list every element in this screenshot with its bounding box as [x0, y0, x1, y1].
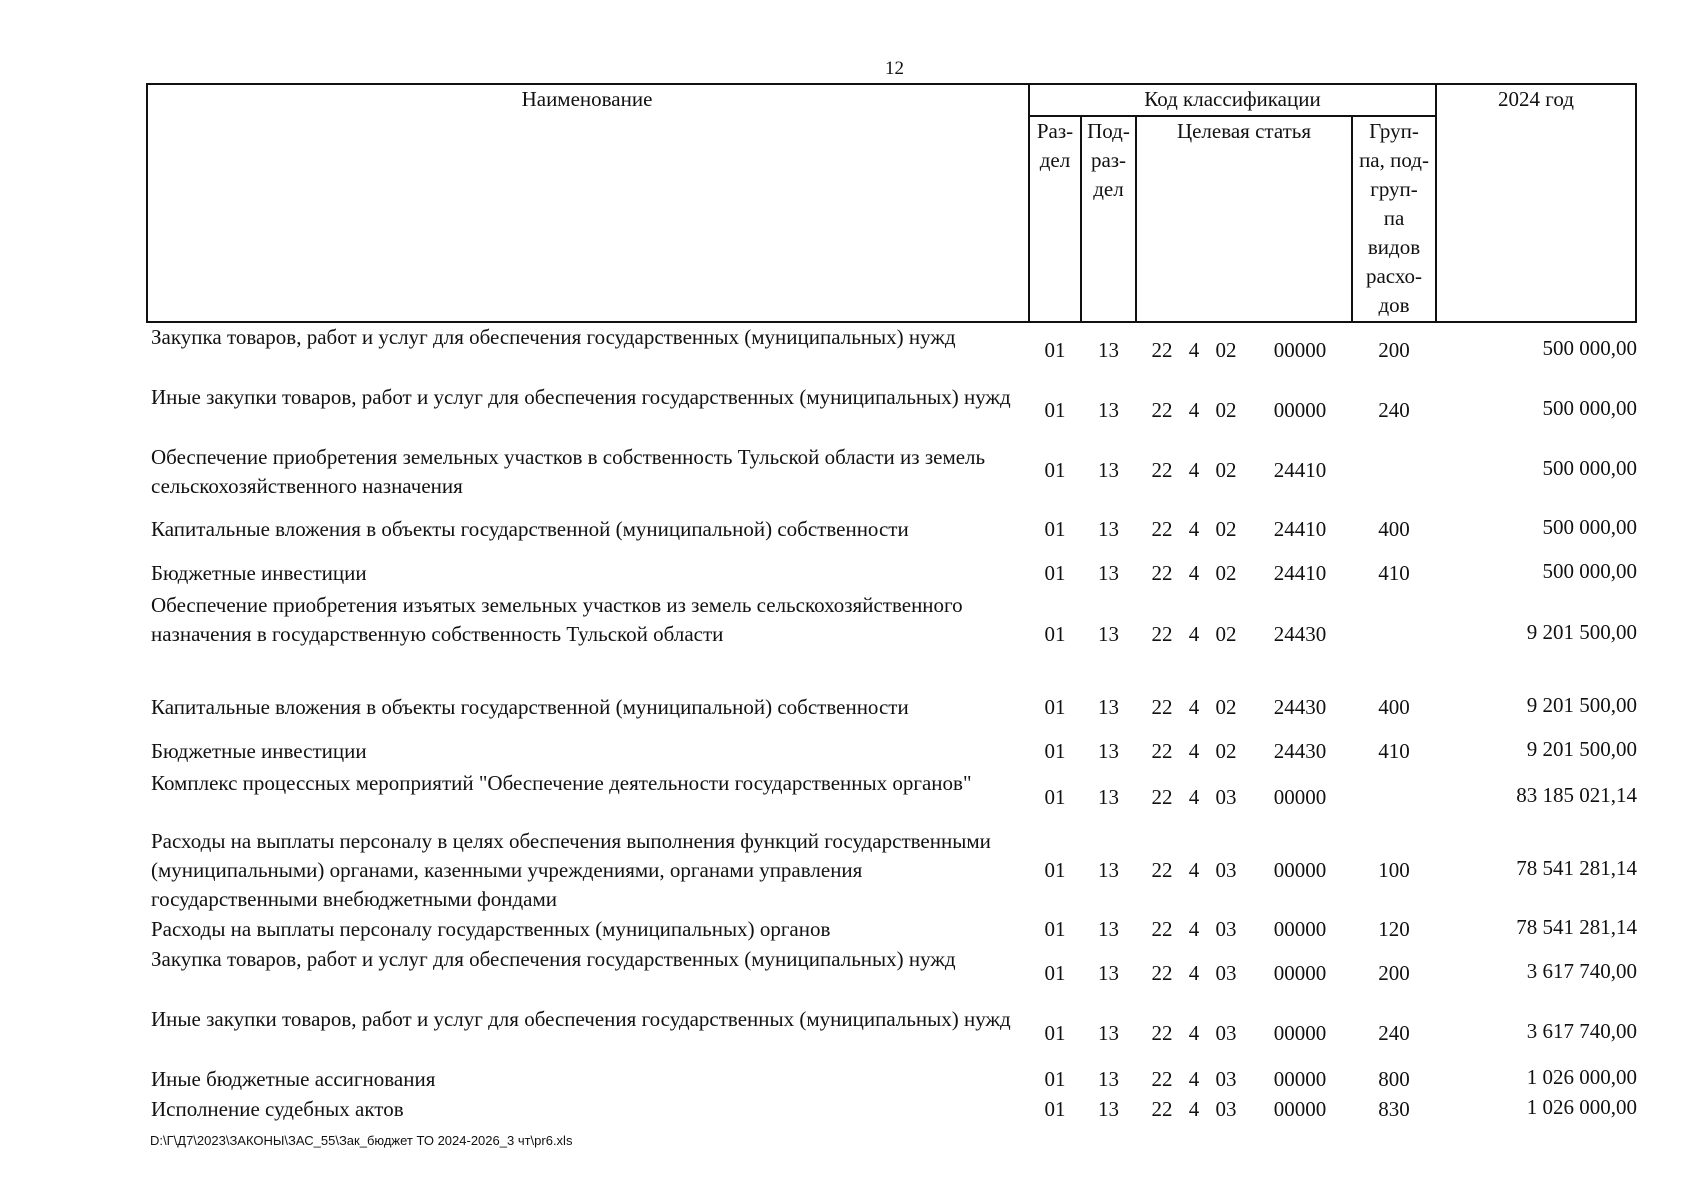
- row-group: 240: [1378, 398, 1410, 422]
- row-c3: 02: [1215, 622, 1237, 646]
- table-row: [146, 591, 1637, 679]
- row-c3: 03: [1215, 961, 1237, 985]
- row-name: Расходы на выплаты персоналу государственных (муниципальных) органов: [151, 917, 831, 941]
- row-podrazdel: 13: [1098, 1097, 1119, 1121]
- row-c2: 4: [1188, 517, 1200, 541]
- row-amount: 500 000,00: [1542, 396, 1637, 420]
- row-c1: 22: [1151, 739, 1173, 763]
- row-razdel: 01: [1044, 458, 1066, 482]
- row-c1: 22: [1151, 398, 1173, 422]
- row-c3: 03: [1215, 785, 1237, 809]
- row-amount: 78 541 281,14: [1516, 856, 1637, 880]
- row-c3: 03: [1215, 1097, 1237, 1121]
- row-c2: 4: [1188, 1067, 1200, 1091]
- row-c1: 22: [1151, 517, 1173, 541]
- table-row: [146, 383, 1637, 441]
- row-podrazdel: 13: [1098, 1067, 1119, 1091]
- row-c3: 03: [1215, 917, 1237, 941]
- row-c1: 22: [1151, 1097, 1173, 1121]
- row-c1: 22: [1151, 338, 1173, 362]
- budget-table: [146, 83, 1637, 1173]
- row-name: Бюджетные инвестиции: [151, 561, 367, 585]
- row-razdel: 01: [1044, 622, 1066, 646]
- row-c3: 03: [1215, 1021, 1237, 1045]
- row-podrazdel: 13: [1098, 858, 1119, 882]
- row-c2: 4: [1188, 1021, 1200, 1045]
- row-name: Иные закупки товаров, работ и услуг для обеспечения государственных (муниципальных) нужд: [151, 385, 1011, 409]
- row-c4: 00000: [1273, 858, 1327, 882]
- header-divider: [1435, 83, 1437, 323]
- row-amount: 83 185 021,14: [1516, 783, 1637, 807]
- row-group: 120: [1378, 917, 1410, 941]
- row-razdel: 01: [1044, 1021, 1066, 1045]
- table-row: [146, 693, 1637, 725]
- row-c4: 00000: [1273, 785, 1327, 809]
- row-amount: 3 617 740,00: [1526, 1019, 1637, 1043]
- row-c4: 00000: [1273, 398, 1327, 422]
- row-c3: 03: [1215, 1067, 1237, 1091]
- row-group: 830: [1378, 1097, 1410, 1121]
- row-c4: 00000: [1273, 1097, 1327, 1121]
- row-razdel: 01: [1044, 398, 1066, 422]
- row-c3: 02: [1215, 338, 1237, 362]
- row-podrazdel: 13: [1098, 1021, 1119, 1045]
- row-name: Расходы на выплаты персоналу в целях обеспечения выполнения функций государственными (муниципальными) органами, казенными учреждениями, органами управления государственными внебюджетными фондами: [151, 829, 991, 911]
- row-c2: 4: [1188, 622, 1200, 646]
- row-c1: 22: [1151, 622, 1173, 646]
- row-podrazdel: 13: [1098, 739, 1119, 763]
- row-amount: 1 026 000,00: [1526, 1095, 1637, 1119]
- row-c2: 4: [1188, 1097, 1200, 1121]
- table-row: [146, 1005, 1637, 1063]
- row-c4: 00000: [1273, 917, 1327, 941]
- row-podrazdel: 13: [1098, 561, 1119, 585]
- row-c3: 02: [1215, 739, 1237, 763]
- row-name: Бюджетные инвестиции: [151, 739, 367, 763]
- row-name: Капитальные вложения в объекты государственной (муниципальной) собственности: [151, 695, 909, 719]
- row-c3: 02: [1215, 695, 1237, 719]
- table-row: [146, 945, 1637, 1003]
- row-razdel: 01: [1044, 695, 1066, 719]
- row-c3: 03: [1215, 858, 1237, 882]
- row-razdel: 01: [1044, 785, 1066, 809]
- row-name: Обеспечение приобретения изъятых земельных участков из земель сельскохозяйственного назначения в государственную собственность Тульской области: [151, 593, 963, 646]
- row-name: Обеспечение приобретения земельных участков в собственность Тульской области из земель сельскохозяйственного назначения: [151, 445, 986, 498]
- row-c3: 02: [1215, 561, 1237, 585]
- row-c4: 24410: [1273, 517, 1327, 541]
- row-c4: 00000: [1273, 961, 1327, 985]
- row-group: 410: [1378, 561, 1410, 585]
- header-name: Наименование: [521, 87, 653, 111]
- row-c1: 22: [1151, 695, 1173, 719]
- row-group: 400: [1378, 517, 1410, 541]
- row-podrazdel: 13: [1098, 622, 1119, 646]
- header-razdel: Раз- дел: [1036, 119, 1074, 172]
- header-target: Целевая статья: [1176, 119, 1312, 143]
- row-c4: 00000: [1273, 338, 1327, 362]
- table-row: [146, 323, 1637, 381]
- row-c1: 22: [1151, 1021, 1173, 1045]
- row-podrazdel: 13: [1098, 785, 1119, 809]
- row-group: 200: [1378, 338, 1410, 362]
- row-razdel: 01: [1044, 517, 1066, 541]
- row-c4: 24410: [1273, 561, 1327, 585]
- row-c2: 4: [1188, 695, 1200, 719]
- row-c3: 02: [1215, 517, 1237, 541]
- row-c2: 4: [1188, 338, 1200, 362]
- footer-file-path: D:\Г\Д7\2023\ЗАКОНЫ\ЗАС_55\Зак_бюджет ТО 2024-2026_3 чт\pr6.xls: [150, 1133, 573, 1148]
- row-group: 240: [1378, 1021, 1410, 1045]
- header-year: 2024 год: [1498, 87, 1574, 111]
- table-row: [146, 769, 1637, 827]
- row-amount: 1 026 000,00: [1526, 1065, 1637, 1089]
- row-c2: 4: [1188, 398, 1200, 422]
- row-c4: 24430: [1273, 695, 1327, 719]
- row-podrazdel: 13: [1098, 517, 1119, 541]
- row-c1: 22: [1151, 1067, 1173, 1091]
- table-row: [146, 737, 1637, 769]
- row-razdel: 01: [1044, 961, 1066, 985]
- row-group: 200: [1378, 961, 1410, 985]
- row-razdel: 01: [1044, 858, 1066, 882]
- row-amount: 9 201 500,00: [1526, 737, 1637, 761]
- row-c1: 22: [1151, 917, 1173, 941]
- row-razdel: 01: [1044, 739, 1066, 763]
- table-row: [146, 515, 1637, 547]
- row-amount: 9 201 500,00: [1526, 693, 1637, 717]
- row-group: 410: [1378, 739, 1410, 763]
- row-razdel: 01: [1044, 1067, 1066, 1091]
- page-number: 12: [885, 58, 904, 79]
- row-c1: 22: [1151, 458, 1173, 482]
- row-c2: 4: [1188, 917, 1200, 941]
- row-razdel: 01: [1044, 338, 1066, 362]
- row-amount: 500 000,00: [1542, 559, 1637, 583]
- table-row: [146, 1065, 1637, 1095]
- row-c2: 4: [1188, 458, 1200, 482]
- row-c2: 4: [1188, 561, 1200, 585]
- row-podrazdel: 13: [1098, 458, 1119, 482]
- table-row: [146, 915, 1637, 945]
- row-razdel: 01: [1044, 1097, 1066, 1121]
- row-amount: 78 541 281,14: [1516, 915, 1637, 939]
- row-amount: 500 000,00: [1542, 336, 1637, 360]
- row-razdel: 01: [1044, 561, 1066, 585]
- row-podrazdel: 13: [1098, 917, 1119, 941]
- row-podrazdel: 13: [1098, 695, 1119, 719]
- row-podrazdel: 13: [1098, 961, 1119, 985]
- row-c4: 24430: [1273, 739, 1327, 763]
- row-c3: 02: [1215, 398, 1237, 422]
- row-group: 100: [1378, 858, 1410, 882]
- row-c4: 00000: [1273, 1067, 1327, 1091]
- row-name: Исполнение судебных актов: [151, 1097, 404, 1121]
- row-amount: 3 617 740,00: [1526, 959, 1637, 983]
- row-name: Капитальные вложения в объекты государственной (муниципальной) собственности: [151, 517, 909, 541]
- row-c4: 24410: [1273, 458, 1327, 482]
- header-classification: Код классификации: [1144, 87, 1321, 111]
- row-name: Иные бюджетные ассигнования: [151, 1067, 436, 1091]
- header-divider: [1135, 115, 1137, 323]
- row-razdel: 01: [1044, 917, 1066, 941]
- row-name: Закупка товаров, работ и услуг для обеспечения государственных (муниципальных) нужд: [151, 325, 956, 349]
- row-amount: 500 000,00: [1542, 515, 1637, 539]
- row-c3: 02: [1215, 458, 1237, 482]
- row-c1: 22: [1151, 785, 1173, 809]
- row-c1: 22: [1151, 561, 1173, 585]
- header-podrazdel: Под- раз- дел: [1087, 119, 1130, 201]
- table-row: [146, 1095, 1637, 1125]
- row-podrazdel: 13: [1098, 398, 1119, 422]
- row-amount: 500 000,00: [1542, 456, 1637, 480]
- row-c2: 4: [1188, 858, 1200, 882]
- row-name: Закупка товаров, работ и услуг для обеспечения государственных (муниципальных) нужд: [151, 947, 956, 971]
- row-name: Комплекс процессных мероприятий "Обеспечение деятельности государственных органов": [151, 771, 972, 795]
- row-c4: 24430: [1273, 622, 1327, 646]
- row-amount: 9 201 500,00: [1526, 620, 1637, 644]
- row-c2: 4: [1188, 785, 1200, 809]
- row-c1: 22: [1151, 858, 1173, 882]
- row-c2: 4: [1188, 961, 1200, 985]
- row-group: 400: [1378, 695, 1410, 719]
- row-name: Иные закупки товаров, работ и услуг для обеспечения государственных (муниципальных) нужд: [151, 1007, 1011, 1031]
- row-c1: 22: [1151, 961, 1173, 985]
- row-c4: 00000: [1273, 1021, 1327, 1045]
- table-row: [146, 443, 1637, 501]
- row-c2: 4: [1188, 739, 1200, 763]
- row-podrazdel: 13: [1098, 338, 1119, 362]
- header-group: Груп- па, под- груп- па видов расхо- дов: [1359, 119, 1429, 317]
- row-group: 800: [1378, 1067, 1410, 1091]
- table-row: [146, 827, 1637, 915]
- table-row: [146, 559, 1637, 591]
